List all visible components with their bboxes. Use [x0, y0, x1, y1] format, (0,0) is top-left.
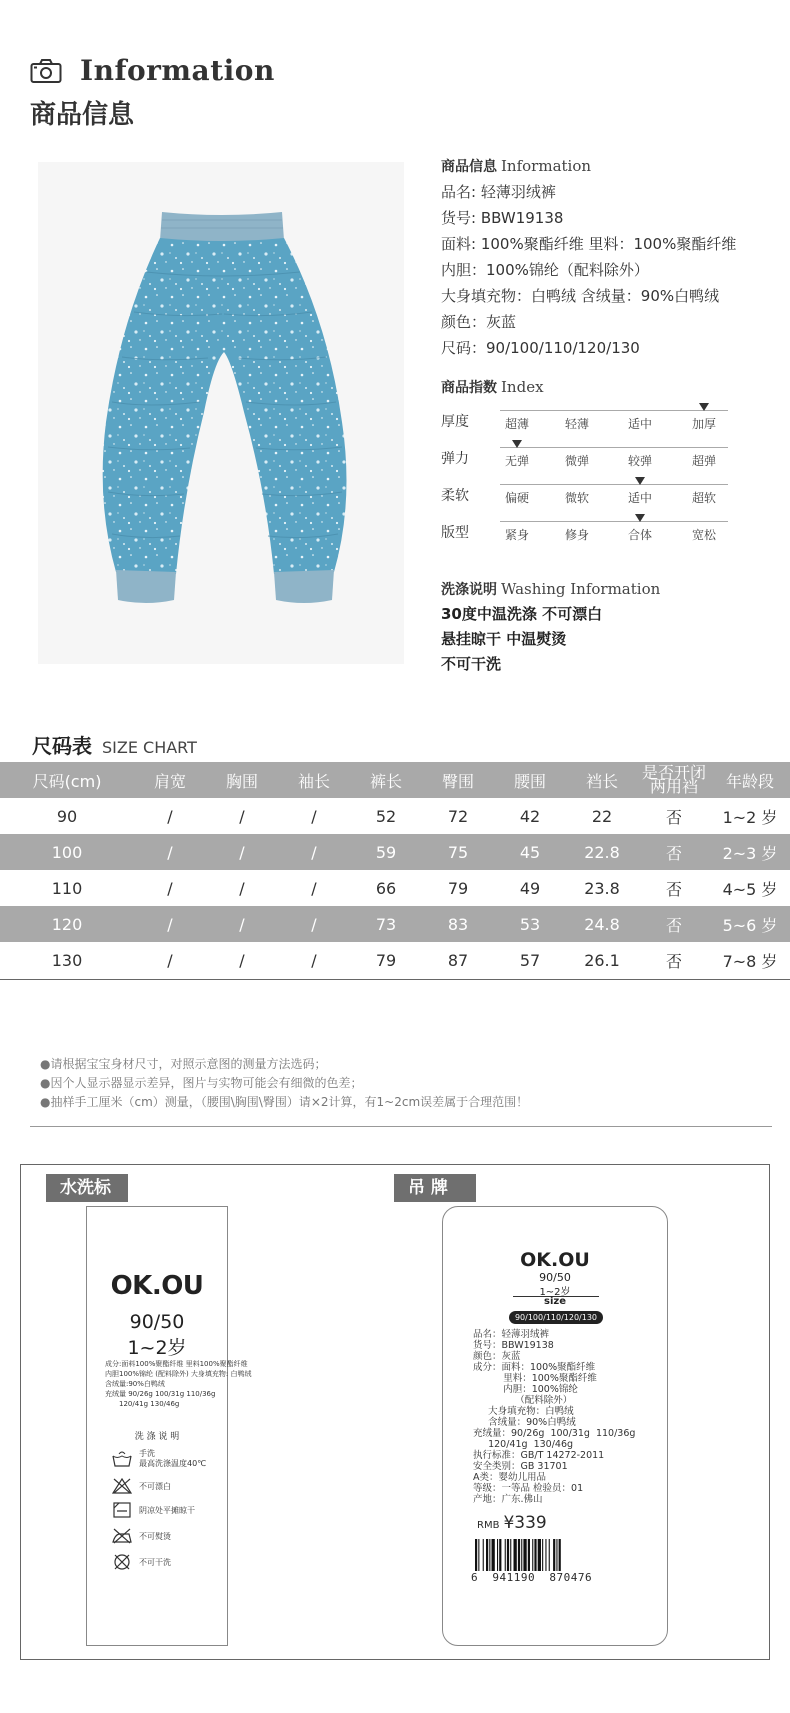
- no-iron-icon: [111, 1527, 133, 1545]
- barcode-bar: [559, 1539, 561, 1571]
- size-chart-header-row: [0, 762, 790, 798]
- size-chart-cell: 73: [375, 914, 397, 934]
- size-chart-cell: 52: [375, 806, 397, 826]
- size-chart-cell: 否: [665, 951, 682, 971]
- hang-tag-brand: OK.OU: [520, 1249, 590, 1271]
- hang-tag-line: 充绒量：90/26g 100/31g 110/36g: [473, 1428, 636, 1439]
- size-chart-cell: /: [311, 806, 317, 826]
- washing-line: 悬挂晾干 中温熨烫: [441, 630, 567, 648]
- size-chart-cell: /: [167, 806, 173, 826]
- size-chart-cell: 26.1: [584, 950, 620, 970]
- barcode-bar: [532, 1539, 533, 1571]
- barcode-bar: [486, 1539, 488, 1571]
- hang-tag-size-label: size: [544, 1296, 566, 1307]
- info-line: 品名: 轻薄羽绒裤: [441, 183, 556, 201]
- size-chart-cell: 24.8: [584, 914, 620, 934]
- size-chart-cell: /: [167, 914, 173, 934]
- size-chart-cell: 130: [51, 950, 83, 970]
- hang-tag-line: 成分：面料：100%聚酯纤维: [473, 1362, 596, 1373]
- care-row: [111, 1553, 171, 1571]
- size-chart-header-cell: 年龄段: [725, 771, 774, 791]
- barcode-bar: [553, 1539, 555, 1571]
- index-option: 偏硬: [504, 491, 529, 505]
- barcode-bar: [538, 1539, 541, 1571]
- hang-tag-size-range: 90/100/110/120/130: [509, 1311, 603, 1324]
- size-chart-header-cell: 裆长: [585, 771, 618, 791]
- no-bleach-icon: [111, 1477, 133, 1495]
- size-chart-cell: 2~3 岁: [722, 843, 778, 863]
- index-option: 合体: [627, 528, 652, 542]
- hang-tag: [442, 1206, 668, 1646]
- size-chart-cell: 57: [519, 950, 541, 970]
- size-chart-cell: 66: [375, 878, 397, 898]
- size-chart-header-cell: 袖长: [297, 771, 330, 791]
- index-option: 超弹: [691, 454, 716, 468]
- index-row-label: 版型: [441, 525, 469, 541]
- washing-line: 30度中温洗涤 不可漂白: [441, 605, 603, 623]
- size-chart-cell: 否: [665, 843, 682, 863]
- wash-label-composition: [105, 1359, 252, 1409]
- size-chart-header-cell: 是否开闭 两用裆: [641, 763, 706, 796]
- size-chart-cell: 42: [519, 806, 541, 826]
- size-chart-cell: 90: [56, 806, 78, 826]
- info-line: 面料: 100%聚酯纤维 里料：100%聚酯纤维: [441, 235, 737, 253]
- index-option: 无弹: [504, 454, 529, 468]
- size-chart-cell: /: [167, 950, 173, 970]
- index-option: 微弹: [564, 454, 589, 468]
- size-chart-cell: 79: [447, 878, 469, 898]
- product-image: [38, 162, 404, 664]
- size-chart-cell: /: [239, 842, 245, 862]
- hang-tag-line: 货号：BBW19138: [473, 1340, 554, 1351]
- care-row: [111, 1527, 171, 1545]
- washing-section-title: 洗涤说明 Washing Information: [441, 580, 661, 598]
- hang-tag-size: 90/50: [539, 1271, 571, 1284]
- barcode: [473, 1539, 639, 1571]
- index-row-label: 厚度: [441, 414, 469, 430]
- index-selected-marker: [635, 477, 645, 485]
- index-selected-marker: [635, 514, 645, 522]
- composition-line: 充绒量 90/26g 100/31g 110/36g: [105, 1390, 216, 1398]
- size-chart-cell: 5~6 岁: [722, 915, 778, 935]
- wash-label-title: 水洗标: [46, 1174, 128, 1202]
- size-chart-cell: 否: [665, 879, 682, 899]
- note-line: ●抽样手工厘米（cm）测量，（腰围\胸围\臀围）请×2计算，有1~2cm误差属于合理范围！: [40, 1095, 529, 1109]
- barcode-bar: [545, 1539, 546, 1571]
- index-scale-line: [500, 447, 728, 448]
- size-chart-cell: 4~5 岁: [722, 879, 778, 899]
- barcode-bar: [521, 1539, 522, 1571]
- composition-line: 内胆100%锦纶 (配料除外) 大身填充物: 白鸭绒: [105, 1370, 252, 1378]
- care-text: 不可干洗: [139, 1557, 171, 1567]
- size-chart-cell: /: [311, 950, 317, 970]
- index-scale-line: [500, 410, 728, 411]
- index-option: 适中: [627, 417, 652, 431]
- care-row: [111, 1477, 171, 1495]
- care-text: 手洗 最高洗涤温度40℃: [139, 1449, 207, 1468]
- composition-line: 120/41g 130/46g: [119, 1400, 180, 1408]
- size-chart-cell: 1~2 岁: [722, 807, 778, 827]
- page-title-en: Information: [80, 54, 275, 87]
- table-row: [0, 870, 790, 906]
- size-chart-cell: /: [239, 914, 245, 934]
- size-chart-cell: /: [239, 878, 245, 898]
- size-chart-header-cell: 裤长: [369, 771, 402, 791]
- hang-tag-line: 内胆：100%锦纶: [473, 1384, 578, 1395]
- size-chart-cell: /: [167, 842, 173, 862]
- divider: [30, 1126, 772, 1127]
- index-option: 超软: [691, 491, 716, 505]
- info-line: 尺码：90/100/110/120/130: [441, 339, 640, 357]
- care-text: 不可漂白: [139, 1481, 171, 1491]
- size-chart-cell: 120: [51, 914, 83, 934]
- barcode-bar: [542, 1539, 543, 1571]
- info-line: 货号: BBW19138: [441, 209, 564, 227]
- size-chart-cell: 83: [447, 914, 469, 934]
- table-row: [0, 942, 790, 978]
- care-row: [111, 1501, 195, 1519]
- size-chart-cell: 53: [519, 914, 541, 934]
- table-row: [0, 798, 790, 834]
- barcode-bar: [492, 1539, 495, 1571]
- note-line: ●因个人显示器显示差异，图片与实物可能会有细微的色差；: [40, 1076, 363, 1090]
- barcode-bar: [523, 1539, 526, 1571]
- size-chart-cell: 7~8 岁: [722, 951, 778, 971]
- barcode-bar: [556, 1539, 557, 1571]
- wash-label-brand: OK.OU: [110, 1271, 204, 1301]
- index-option: 较弹: [627, 454, 652, 468]
- hang-tag-line: 里料：100%聚酯纤维: [473, 1373, 597, 1384]
- camera-icon: [30, 58, 62, 84]
- size-chart-cell: 45: [519, 842, 541, 862]
- no-dryclean-icon: [111, 1553, 133, 1571]
- index-scale-line: [500, 521, 728, 522]
- barcode-bar: [549, 1539, 550, 1571]
- barcode-bar: [528, 1539, 530, 1571]
- barcode-bar: [499, 1539, 501, 1571]
- hang-tag-line: 颜色：灰蓝: [473, 1351, 521, 1362]
- hang-tag-title: 吊 牌: [394, 1174, 476, 1202]
- hang-tag-line: （配料除外）: [473, 1395, 573, 1406]
- size-chart-cell: 22: [591, 806, 613, 826]
- barcode-bar: [475, 1539, 477, 1571]
- price: ¥339: [503, 1513, 547, 1533]
- note-line: ●请根据宝宝身材尺寸，对照示意图的测量方法选码；: [40, 1057, 327, 1071]
- hang-tag-line: 安全类别：GB 31701: [473, 1461, 568, 1472]
- size-chart-header-cell: 臀围: [441, 771, 474, 791]
- index-option: 超薄: [504, 417, 529, 431]
- index-section-title: 商品指数 Index: [441, 378, 544, 396]
- hang-tag-price-row: [477, 1513, 547, 1533]
- size-chart-cell: 否: [665, 915, 682, 935]
- barcode-bar: [489, 1539, 490, 1571]
- index-selected-marker: [512, 440, 522, 448]
- hang-tag-line: 含绒量：90%白鸭绒: [473, 1417, 576, 1428]
- size-chart-cell: /: [311, 878, 317, 898]
- composition-line: 含绒量:90%白鸭绒: [105, 1380, 165, 1388]
- barcode-bar: [518, 1539, 520, 1571]
- size-chart-cell: 72: [447, 806, 469, 826]
- care-title: 洗 涤 说 明: [134, 1432, 180, 1442]
- index-row-label: 柔软: [441, 488, 469, 504]
- index-option: 适中: [627, 491, 652, 505]
- size-chart-header-cell: 腰围: [513, 771, 546, 791]
- care-text: 阴凉处平摊晾干: [139, 1505, 195, 1515]
- barcode-digits: 6 941190 870476: [471, 1571, 593, 1584]
- info-line: 颜色：灰蓝: [441, 313, 517, 331]
- size-chart-cell: /: [239, 950, 245, 970]
- size-chart-cell: 110: [51, 878, 83, 898]
- washing-line: 不可干洗: [441, 655, 502, 673]
- size-chart-cell: /: [239, 806, 245, 826]
- barcode-bar: [534, 1539, 536, 1571]
- hang-tag-line: 大身填充物：白鸭绒: [473, 1406, 574, 1417]
- care-row: [111, 1449, 206, 1469]
- size-chart-cell: 79: [375, 950, 397, 970]
- index-scale-line: [500, 484, 728, 485]
- index-option: 轻薄: [564, 417, 589, 431]
- hang-tag-line: 执行标准：GB/T 14272-2011: [473, 1450, 605, 1461]
- page-title-cn: 商品信息: [30, 100, 135, 130]
- size-chart-cell: /: [311, 842, 317, 862]
- wash-label-age: 1~2岁: [127, 1337, 187, 1359]
- hang-tag-line: 等级：一等品 检验员：01: [473, 1483, 584, 1494]
- composition-line: 成分:面料100%聚酯纤维 里料100%聚酯纤维: [105, 1360, 248, 1368]
- size-chart-bottom-rule: [0, 979, 790, 980]
- table-row: [0, 834, 790, 870]
- table-row: [0, 906, 790, 942]
- size-chart-cell: 49: [519, 878, 541, 898]
- barcode-bar: [514, 1539, 517, 1571]
- hang-tag-age: 1~2岁: [539, 1287, 571, 1298]
- hang-tag-line: 品名：轻薄羽绒裤: [473, 1329, 550, 1340]
- hand-wash-icon: [111, 1450, 133, 1468]
- currency-label: RMB: [477, 1520, 500, 1531]
- size-chart-cell: 22.8: [584, 842, 620, 862]
- index-option: 微软: [564, 491, 589, 505]
- wash-label: [86, 1206, 252, 1646]
- info-section-title: 商品信息 Information: [441, 157, 592, 175]
- size-chart-cell: 59: [375, 842, 397, 862]
- wash-label-size: 90/50: [129, 1311, 185, 1333]
- size-chart-cell: 75: [447, 842, 469, 862]
- size-chart-cell: 否: [665, 807, 682, 827]
- size-chart-table: [0, 762, 790, 978]
- barcode-bar: [505, 1539, 506, 1571]
- index-option: 紧身: [504, 528, 529, 542]
- size-chart-cell: 23.8: [584, 878, 620, 898]
- size-chart-header-cell: 肩宽: [153, 771, 186, 791]
- size-chart-header-cell: 胸围: [225, 771, 258, 791]
- index-option: 宽松: [691, 528, 716, 542]
- index-selected-marker: [699, 403, 709, 411]
- index-row-label: 弹力: [441, 451, 469, 467]
- hang-tag-line: A类：婴幼儿用品: [473, 1472, 546, 1483]
- info-line: 内胆：100%锦纶（配料除外）: [441, 261, 649, 279]
- size-chart-header-cell: 尺码(cm): [32, 771, 102, 791]
- barcode-bar: [510, 1539, 511, 1571]
- shade-dry-icon: [111, 1501, 133, 1519]
- info-line: 大身填充物：白鸭绒 含绒量：90%白鸭绒: [441, 287, 720, 305]
- barcode-bar: [497, 1539, 498, 1571]
- size-chart-title: 尺码表 SIZE CHART: [32, 734, 197, 758]
- index-option: 修身: [564, 528, 589, 542]
- barcode-bar: [478, 1539, 479, 1571]
- hang-tag-line: 120/41g 130/46g: [473, 1439, 574, 1450]
- barcode-bar: [483, 1539, 484, 1571]
- size-chart-cell: /: [167, 878, 173, 898]
- size-chart-cell: 100: [51, 842, 83, 862]
- care-text: 不可熨烫: [139, 1531, 171, 1541]
- size-chart-cell: 87: [447, 950, 469, 970]
- hang-tag-line: 产地：广东.佛山: [473, 1494, 543, 1505]
- barcode-bar: [507, 1539, 509, 1571]
- size-chart-cell: /: [311, 914, 317, 934]
- index-option: 加厚: [691, 417, 716, 431]
